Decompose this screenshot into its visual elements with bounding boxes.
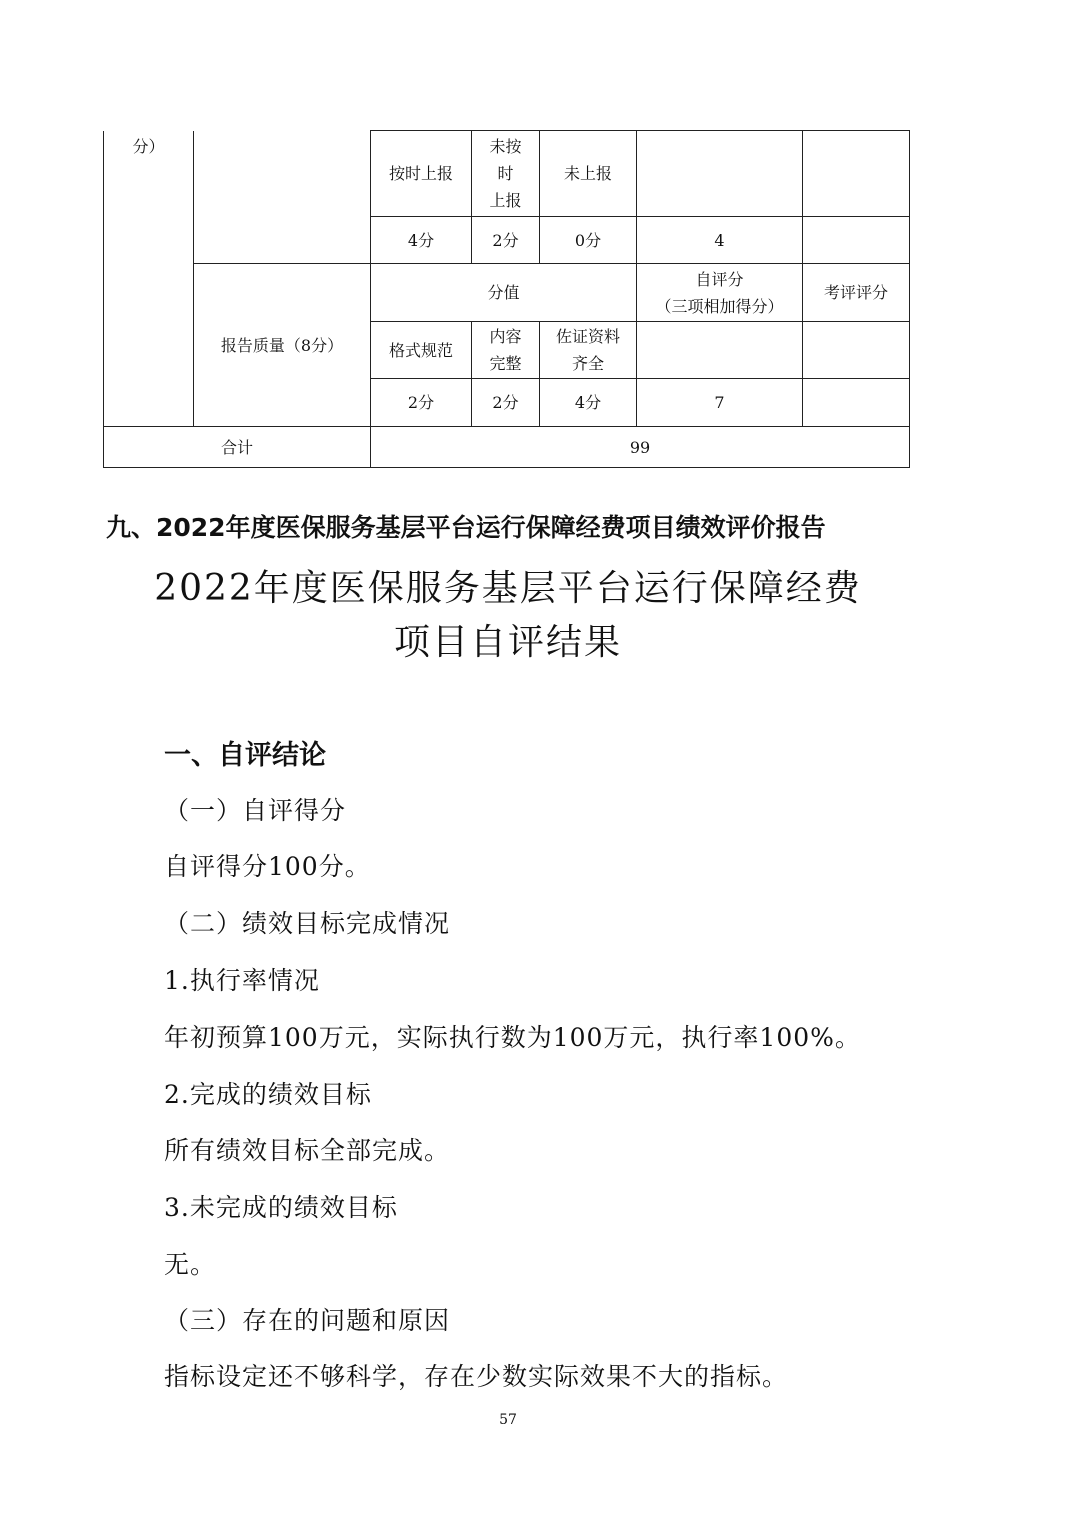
indicator-cell-fragment	[194, 131, 371, 264]
review-score-empty	[803, 131, 910, 217]
score-content: 2分	[472, 379, 540, 427]
report-quality-label: 报告质量（8分）	[194, 264, 371, 427]
category-cell-fragment: 分）	[104, 131, 194, 427]
criterion-content: 内容 完整	[472, 322, 540, 379]
subheading-score: （一）自评得分	[164, 796, 347, 825]
review-score-header: 考评评分	[803, 264, 910, 322]
score-format: 2分	[371, 379, 472, 427]
value-header: 分值	[371, 264, 637, 322]
item2-text: 所有绩效目标全部完成。	[164, 1136, 451, 1165]
quality-self-score: 7	[637, 379, 803, 427]
subheading-goals: （二）绩效目标完成情况	[164, 909, 451, 938]
score-table	[103, 130, 910, 468]
score-evidence: 4分	[540, 379, 637, 427]
subheading-problems: （三）存在的问题和原因	[164, 1306, 451, 1335]
report-title-line2: 项目自评结果	[393, 622, 622, 663]
report-title-line1: 2022年度医保服务基层平台运行保障经费	[154, 568, 862, 609]
quality-review-empty	[803, 322, 910, 379]
total-value: 99	[371, 427, 910, 468]
score-text: 自评得分100分。	[164, 852, 371, 881]
criterion-evidence: 佐证资料 齐全	[540, 322, 637, 379]
criterion-format: 格式规范	[371, 322, 472, 379]
option-on-time: 按时上报	[371, 131, 472, 217]
item1-title: 1.执行率情况	[164, 966, 320, 995]
heading-conclusion: 一、自评结论	[164, 740, 326, 771]
quality-review-score	[803, 379, 910, 427]
quality-self-empty	[637, 322, 803, 379]
score-not-reported: 0分	[540, 217, 637, 264]
item1-text: 年初预算100万元，实际执行数为100万元，执行率100%。	[164, 1023, 861, 1052]
problem-text: 指标设定还不够科学，存在少数实际效果不大的指标。	[164, 1362, 789, 1391]
item2-title: 2.完成的绩效目标	[164, 1080, 372, 1109]
item3-title: 3.未完成的绩效目标	[164, 1193, 398, 1222]
page-number: 57	[499, 1412, 517, 1428]
score-late: 2分	[472, 217, 540, 264]
timeliness-review-score	[803, 217, 910, 264]
total-label: 合计	[104, 427, 371, 468]
option-not-reported: 未上报	[540, 131, 637, 217]
section-heading: 九、2022年度医保服务基层平台运行保障经费项目绩效评价报告	[106, 513, 826, 542]
self-score-header: 自评分 （三项相加得分）	[637, 264, 803, 322]
self-score-empty	[637, 131, 803, 217]
timeliness-self-score: 4	[637, 217, 803, 264]
score-on-time: 4分	[371, 217, 472, 264]
item3-text: 无。	[164, 1250, 217, 1279]
option-late: 未按 时 上报	[472, 131, 540, 217]
